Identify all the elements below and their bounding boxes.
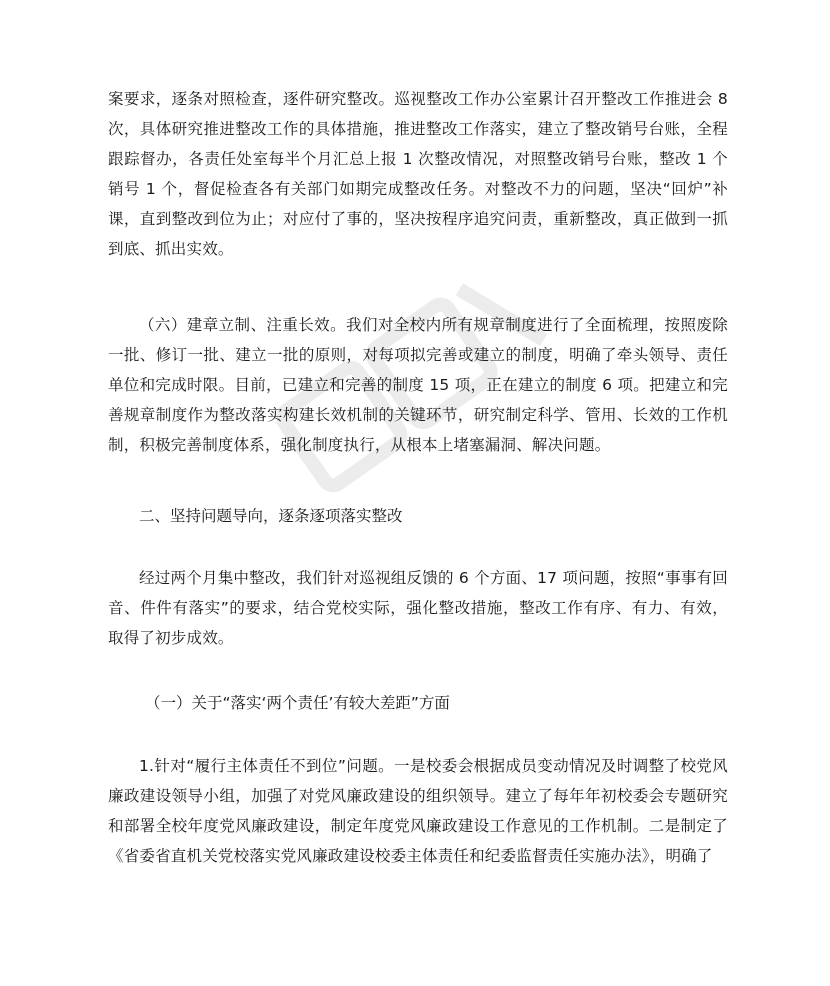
paragraph-item-one: 1.针对“履行主体责任不到位”问题。一是校委会根据成员变动情况及时调整了校党风廉政建设领导小组，加强了对党风廉政建设的组织领导。建立了每年年初校委会专题研究和部署全校年度党风廉政建设，制定年度党风廉政建设工作意见的工作机制。二是制定了《省委省直机关党校落实党风廉政建设校委主体责任和纪委监督责任实施办法》，明确了 — [108, 757, 728, 865]
section-heading-two: 二、坚持问题导向，逐条逐项落实整改 — [139, 507, 403, 525]
paragraph-continuation: 案要求，逐条对照检查，逐件研究整改。巡视整改工作办公室累计召开整改工作推进会 8 次，具体研究推进整改工作的具体措施，推进整改工作落实，建立了整改销号台账，全程跟踪督办，各责任处室每半个月汇总上报 1 次整改情况，对照整改销号台账，整改 1 个销号 1 个，督促检查各有关部门如期完成整改任务。对整改不力的问题，坚决“回炉”补课，直到整改到位为止；对应付了事的，坚决按程序追究问责，重新整改，真正做到一抓到底、抓出实效。 — [108, 90, 728, 258]
subsection-heading-one: （一）关于“落实‘两个责任’有较大差距”方面 — [145, 694, 450, 712]
paragraph-section-six: （六）建章立制、注重长效。我们对全校内所有规章制度进行了全面梳理，按照废除一批、修订一批、建立一批的原则，对每项拟完善或建立的制度，明确了牵头领导、责任单位和完成时限。目前，已建立和完善的制度 15 项，正在建立的制度 6 项。把建立和完善规章制度作为整改落实构建长效机制的关键环节，研究制定科学、管用、长效的工作机制，积极完善制度体系，强化制度执行，从根本上堵塞漏洞、解决问题。 — [108, 316, 728, 454]
paragraph-results: 经过两个月集中整改，我们针对巡视组反馈的 6 个方面、17 项问题，按照“事事有回音、件件有落实”的要求，结合党校实际，强化整改措施，整改工作有序、有力、有效，取得了初步成效。 — [108, 569, 728, 647]
